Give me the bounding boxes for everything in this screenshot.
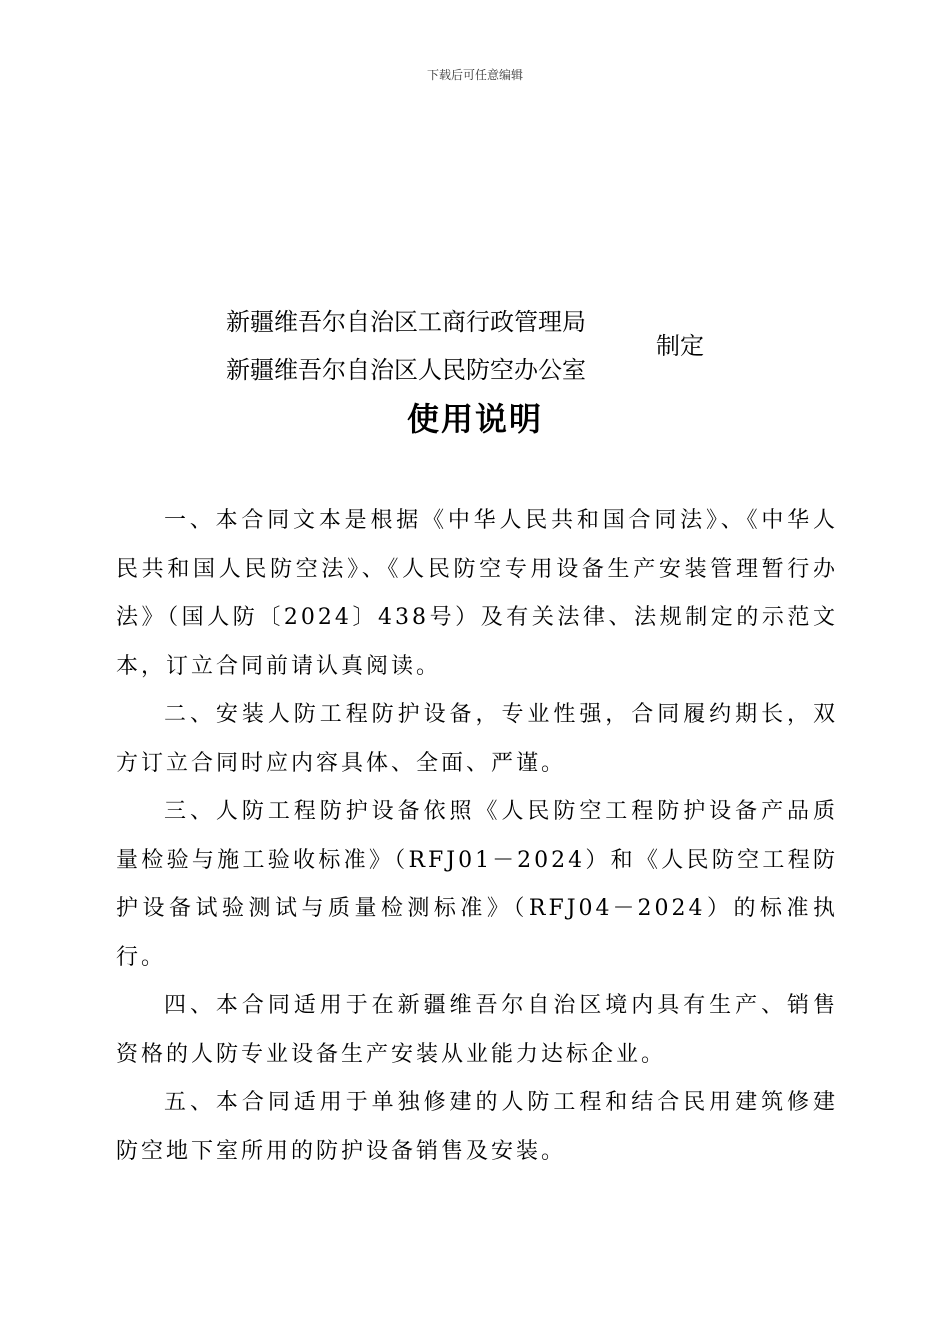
paragraph: 二、安装人防工程防护设备，专业性强，合同履约期长，双方订立合同时应内容具体、全面、严谨。: [116, 702, 838, 776]
issued-mark: 制定: [656, 332, 704, 360]
header-note: 下载后可任意编辑: [426, 68, 523, 82]
issuer-name: 新疆维吾尔自治区人民防空办公室: [226, 356, 586, 384]
paragraph: 一、本合同文本是根据《中华人民共和国合同法》、《中华人民共和国人民防空法》、《人民防空专用设备生产安装管理暂行办法》（国人防〔2024〕438号）及有关法律、法规制定的示范文本，订立合同前请认真阅读。: [116, 508, 838, 679]
paragraph: 五、本合同适用于单独修建的人防工程和结合民用建筑修建防空地下室所用的防护设备销售及安装。: [116, 1090, 838, 1164]
document-body: [116, 497, 838, 1176]
issuer-block: [226, 302, 746, 392]
paragraph: 四、本合同适用于在新疆维吾尔自治区境内具有生产、销售资格的人防专业设备生产安装从业能力达标企业。: [116, 993, 838, 1067]
paragraph: 三、人防工程防护设备依照《人民防空工程防护设备产品质量检验与施工验收标准》（RFJ01－2024）和《人民防空工程防护设备试验测试与质量检测标准》（RFJ04－2024）的标准执行。: [116, 799, 838, 970]
issuer-name: 新疆维吾尔自治区工商行政管理局: [226, 308, 586, 336]
document-title: 使用说明: [406, 400, 543, 438]
